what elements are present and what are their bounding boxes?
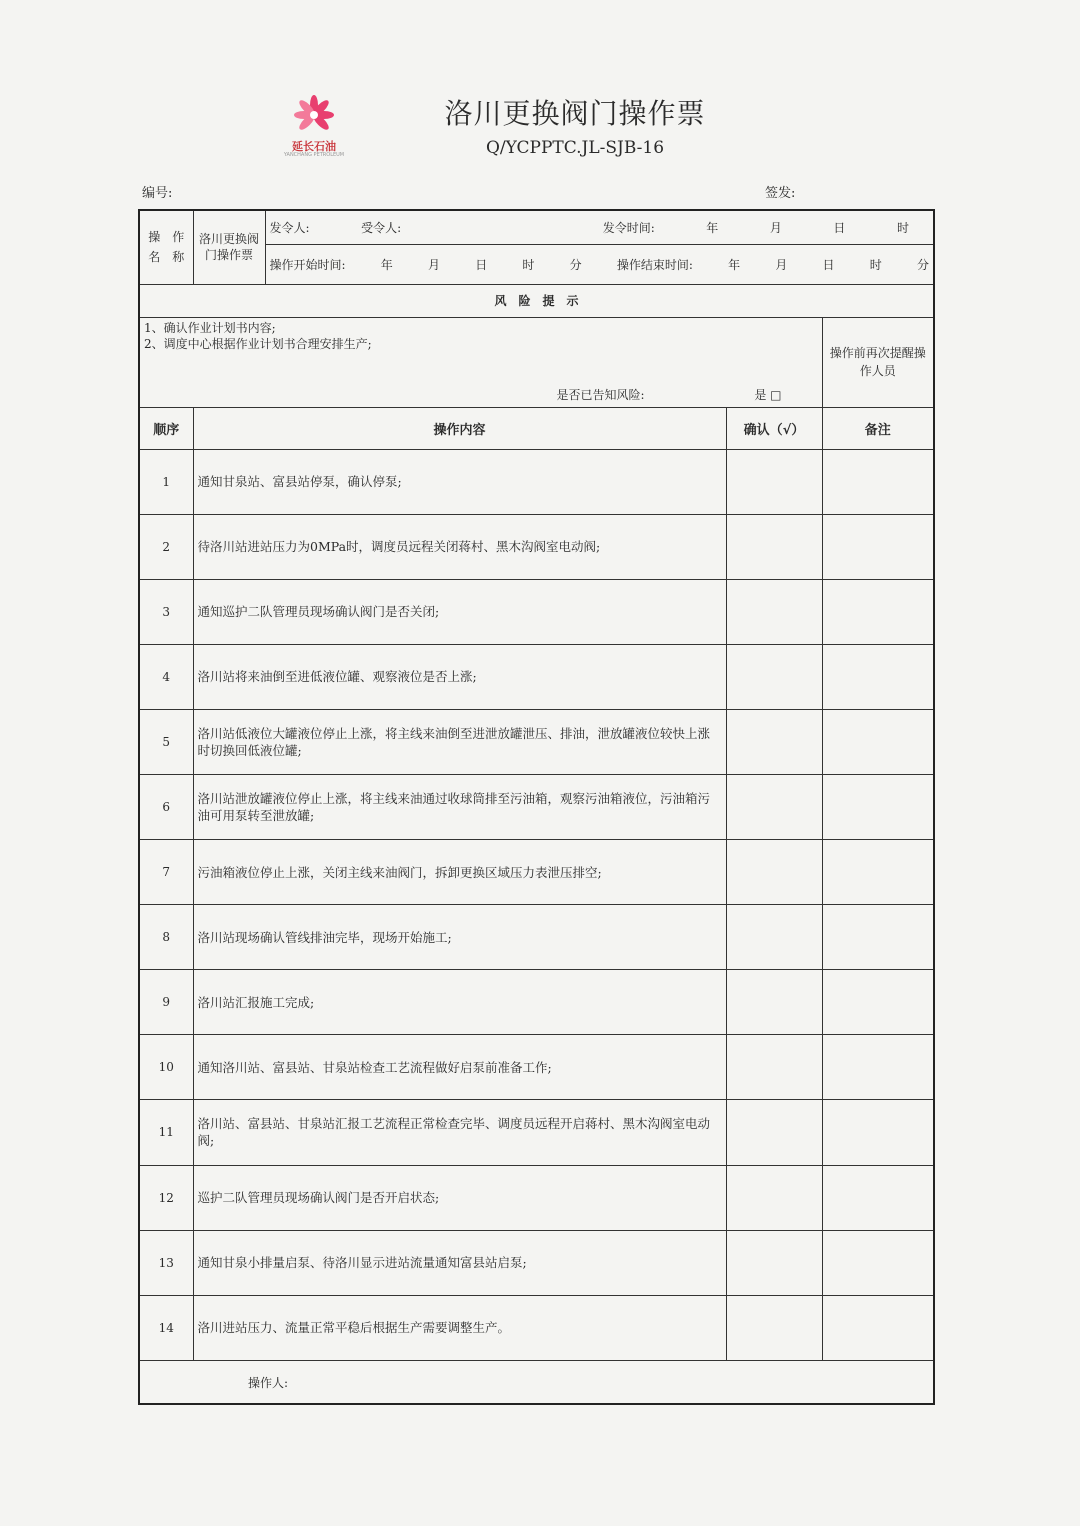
table-row — [139, 1035, 934, 1100]
step-number: 7 — [139, 840, 193, 905]
step-remark-cell[interactable] — [822, 1100, 934, 1165]
start-month: 月 — [427, 257, 440, 272]
step-confirm-cell[interactable] — [726, 514, 822, 579]
issue-month: 月 — [769, 220, 782, 235]
step-number: 12 — [139, 1165, 193, 1230]
end-month: 月 — [775, 257, 788, 272]
step-content: 洛川站泄放罐液位停止上涨，将主线来油通过收球筒排至污油箱，观察污油箱液位，污油箱污油可用泵转至泄放罐; — [193, 774, 726, 839]
step-confirm-cell[interactable] — [726, 709, 822, 774]
step-number: 13 — [139, 1230, 193, 1295]
table-row — [139, 1230, 934, 1295]
risk-reminder: 操作前再次提醒操作人员 — [822, 317, 934, 407]
step-number: 1 — [139, 449, 193, 514]
table-row — [139, 840, 934, 905]
step-content: 洛川站低液位大罐液位停止上涨，将主线来油倒至进泄放罐泄压、排油，泄放罐液位较快上涨时切换回低液位罐; — [193, 709, 726, 774]
risk-informed-label: 是否已告知风险: — [556, 387, 645, 402]
end-time-label: 操作结束时间: — [616, 257, 693, 272]
step-confirm-cell[interactable] — [726, 970, 822, 1035]
order-info-row — [265, 210, 934, 244]
risk-item-1: 1、确认作业计划书内容; — [144, 320, 276, 335]
serial-number-label: 编号: — [142, 186, 173, 201]
risk-items-cell — [139, 317, 822, 407]
operation-time-row — [265, 244, 934, 284]
table-row — [139, 774, 934, 839]
document-title: 洛川更换阀门操作票 — [444, 97, 706, 130]
table-row — [139, 905, 934, 970]
col-content-header: 操作内容 — [193, 407, 726, 449]
step-content: 洛川进站压力、流量正常平稳后根据生产需要调整生产。 — [193, 1295, 726, 1360]
end-hour: 时 — [869, 257, 882, 272]
issue-hour: 时 — [896, 220, 909, 235]
step-number: 11 — [139, 1100, 193, 1165]
step-number: 6 — [139, 774, 193, 839]
start-hour: 时 — [522, 257, 535, 272]
table-row — [139, 1100, 934, 1165]
step-confirm-cell[interactable] — [726, 1230, 822, 1295]
risk-header: 风 险 提 示 — [139, 284, 934, 317]
step-confirm-cell[interactable] — [726, 579, 822, 644]
step-remark-cell[interactable] — [822, 1035, 934, 1100]
end-day: 日 — [822, 257, 835, 272]
risk-item-2: 2、调度中心根据作业计划书合理安排生产; — [144, 336, 372, 351]
step-number: 3 — [139, 579, 193, 644]
operator-label: 操作人: — [139, 1360, 934, 1404]
step-remark-cell[interactable] — [822, 840, 934, 905]
receiver-label: 受令人: — [361, 220, 402, 235]
step-remark-cell[interactable] — [822, 970, 934, 1035]
step-content: 巡护二队管理员现场确认阀门是否开启状态; — [193, 1165, 726, 1230]
step-remark-cell[interactable] — [822, 774, 934, 839]
step-remark-cell[interactable] — [822, 905, 934, 970]
step-content: 通知洛川站、富县站、甘泉站检查工艺流程做好启泵前准备工作; — [193, 1035, 726, 1100]
step-remark-cell[interactable] — [822, 449, 934, 514]
step-number: 14 — [139, 1295, 193, 1360]
step-number: 2 — [139, 514, 193, 579]
table-row — [139, 709, 934, 774]
risk-informed-checkbox[interactable]: 是 □ — [754, 387, 782, 402]
step-content: 洛川站汇报施工完成; — [193, 970, 726, 1035]
step-content: 洛川站、富县站、甘泉站汇报工艺流程正常检查完毕、调度员远程开启蒋村、黑木沟阀室电动阀; — [193, 1100, 726, 1165]
step-confirm-cell[interactable] — [726, 1165, 822, 1230]
table-row — [139, 970, 934, 1035]
operation-name-value: 洛川更换阀门操作票 — [193, 210, 265, 284]
step-remark-cell[interactable] — [822, 1295, 934, 1360]
step-confirm-cell[interactable] — [726, 644, 822, 709]
step-confirm-cell[interactable] — [726, 1035, 822, 1100]
step-confirm-cell[interactable] — [726, 449, 822, 514]
issue-time-label: 发令时间: — [602, 220, 655, 235]
step-confirm-cell[interactable] — [726, 1100, 822, 1165]
issuer-sign-label: 签发: — [765, 186, 796, 201]
start-year: 年 — [380, 257, 393, 272]
step-content: 通知甘泉站、富县站停泵，确认停泵; — [193, 449, 726, 514]
step-confirm-cell[interactable] — [726, 840, 822, 905]
table-row — [139, 449, 934, 514]
start-day: 日 — [475, 257, 488, 272]
step-confirm-cell[interactable] — [726, 905, 822, 970]
step-number: 4 — [139, 644, 193, 709]
step-content: 通知巡护二队管理员现场确认阀门是否关闭; — [193, 579, 726, 644]
step-number: 10 — [139, 1035, 193, 1100]
step-number: 8 — [139, 905, 193, 970]
table-row — [139, 579, 934, 644]
start-time-label: 操作开始时间: — [269, 257, 346, 272]
step-content: 洛川站将来油倒至进低液位罐、观察液位是否上涨; — [193, 644, 726, 709]
step-number: 9 — [139, 970, 193, 1035]
step-remark-cell[interactable] — [822, 1165, 934, 1230]
step-content: 污油箱液位停止上涨，关闭主线来油阀门，拆卸更换区域压力表泄压排空; — [193, 840, 726, 905]
step-confirm-cell[interactable] — [726, 774, 822, 839]
logo-name: 延长石油 — [292, 140, 336, 153]
operation-name-label: 操 作 名 称 — [139, 210, 193, 284]
end-year: 年 — [728, 257, 741, 272]
end-minute: 分 — [916, 257, 929, 272]
issue-year: 年 — [706, 220, 719, 235]
logo-subtitle: YANCHANG PETROLEUM — [283, 152, 345, 158]
operation-ticket-table — [138, 209, 935, 1405]
col-remark-header: 备注 — [822, 407, 934, 449]
table-row — [139, 1295, 934, 1360]
step-content: 待洛川站进站压力为0MPa时，调度员远程关闭蒋村、黑木沟阀室电动阀; — [193, 514, 726, 579]
step-remark-cell[interactable] — [822, 514, 934, 579]
step-remark-cell[interactable] — [822, 709, 934, 774]
document-code: Q/YCPPTC.JL-SJB-16 — [485, 138, 665, 158]
col-confirm-header: 确认（√） — [726, 407, 822, 449]
table-row — [139, 644, 934, 709]
start-minute: 分 — [569, 257, 582, 272]
step-confirm-cell[interactable] — [726, 1295, 822, 1360]
step-remark-cell[interactable] — [822, 644, 934, 709]
table-row — [139, 514, 934, 579]
issue-day: 日 — [833, 220, 846, 235]
table-row — [139, 1165, 934, 1230]
step-content: 洛川站现场确认管线排油完毕，现场开始施工; — [193, 905, 726, 970]
col-seq-header: 顺序 — [139, 407, 193, 449]
step-content: 通知甘泉小排量启泵、待洛川显示进站流量通知富县站启泵; — [193, 1230, 726, 1295]
steps-body — [139, 449, 934, 1360]
issuer-label: 发令人: — [269, 220, 310, 235]
step-remark-cell[interactable] — [822, 1230, 934, 1295]
step-remark-cell[interactable] — [822, 579, 934, 644]
step-number: 5 — [139, 709, 193, 774]
